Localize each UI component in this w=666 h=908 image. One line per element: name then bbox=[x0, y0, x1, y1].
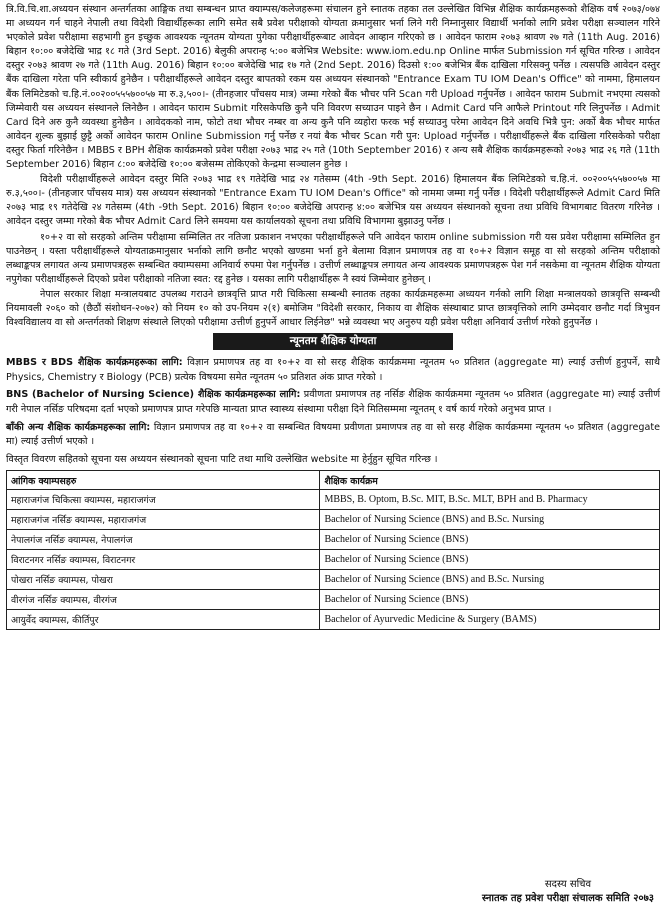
notice-paragraph-2: विदेशी परीक्षार्थीहरूले आवेदन दस्तुर मिति २०७३ भाद्र १९ गतेदेखि भाद्र २४ गतेसम्म (4th -9th Sept. 2016) हिमालयन बैंक लिमिटेडको च.हि.नं. ००२००५५५७००५७ मा रु.३,५००।- (तीनहजार पाँचसय मात्र) यस अध्ययन संस्थानको "Entrance Exam TU IOM Dean's Office" को नाममा जम्मा गर्नु पर्नेछ । विदेशी परीक्षार्थीहरूले Admit Card मिति २०७३ भाद्र १९ गतेदेखि २४ गतेसम्म (4th -9th Sept. 2016) बिहान १०:०० बजेदेखि अपरान्ह ४:०० बजेभित्र यस अध्ययन संस्थानको सूचना तथा प्रविधि विभागबाट वितरण गरिनेछ । आवेदन दस्तुर जम्मा गरेको बैक भौचर Admit Card लिने समयमा यस कार्यालयको सूचना तथा प्रविधि विभागमा बुझाउनु पर्नेछ । bbox=[6, 174, 660, 228]
table-row bbox=[7, 570, 660, 590]
program-cell: Bachelor of Nursing Science (BNS) bbox=[320, 530, 660, 550]
notice-paragraph-4: नेपाल सरकार शिक्षा मन्त्रालयबाट उपलब्ध गराउने छात्रवृत्ति प्राप्त गरी चिकित्सा सम्बन्धी स्नातक तहका कार्यक्रमहरूमा अध्ययन गर्नको लागि शिक्षा मन्त्रालयको छात्रवृत्ति सम्बन्धी नियमावली २०६० को (छैठौं संशोधन-२०७२) को नियम १० को उप-नियम २(१) बमोजिम "विदेशी सरकार, निकाय वा शैक्षिक संस्थाबाट प्राप्त छात्रवृत्तिको लागि उम्मेदवार छनौट गर्दा त्रिभुवन विश्वविद्यालय वा सो अन्तर्गतको शिक्षण संस्थाले लिएको परीक्षामा उत्तीर्ण हुनुपर्ने आधार लिईनेछ" भन्ने व्यवस्था भए अनुरुप यही प्रवेश परीक्षा अनिवार्य उत्तीर्ण गरेको हुनुपर्नेछ । bbox=[6, 288, 660, 329]
section-title-band: न्यूनतम शैक्षिक योग्यता bbox=[213, 333, 453, 350]
table-row bbox=[7, 510, 660, 530]
qualification-others bbox=[6, 421, 660, 450]
table-row bbox=[7, 550, 660, 570]
program-cell: Bachelor of Nursing Science (BNS) and B.Sc. Nursing bbox=[320, 570, 660, 590]
program-cell: Bachelor of Nursing Science (BNS) bbox=[320, 590, 660, 610]
closing-note: विस्तृत विवरण सहितको सूचना यस अध्ययन संस्थानको सूचना पाटि तथा माथि उल्लेखित website मा हेर्नुहुन सूचित गरिन्छ । bbox=[6, 453, 438, 465]
campus-cell: महाराजगंज नर्सिङ क्याम्पस, महाराजगंज bbox=[7, 510, 320, 530]
program-cell: Bachelor of Ayurvedic Medicine & Surgery (BAMS) bbox=[320, 610, 660, 630]
signature-title: सदस्य सचिव bbox=[544, 879, 592, 890]
program-cell: Bachelor of Nursing Science (BNS) bbox=[320, 550, 660, 570]
signature-committee: स्नातक तह प्रवेश परीक्षा संचालक समिति २०७३ bbox=[482, 893, 654, 904]
program-cell: MBBS, B. Optom, B.Sc. MIT, B.Sc. MLT, BPH and B. Pharmacy bbox=[320, 490, 660, 510]
table-row bbox=[7, 610, 660, 630]
qualification-bns-head: BNS (Bachelor of Nursing Science) शैक्षिक कार्यक्रमहरूका लागि: bbox=[6, 389, 301, 401]
qualification-mbbs-head: MBBS र BDS शैक्षिक कार्यक्रमहरूका लागि: bbox=[6, 357, 183, 369]
campus-cell: पोखरा नर्सिङ क्याम्पस, पोखरा bbox=[7, 570, 320, 590]
campus-cell: नेपालगंज नर्सिङ क्याम्पस, नेपालगंज bbox=[7, 530, 320, 550]
signature-block bbox=[482, 878, 654, 906]
qualification-mbbs bbox=[6, 356, 660, 385]
qualification-bns bbox=[6, 388, 660, 417]
table-header-row bbox=[7, 471, 660, 490]
program-cell: Bachelor of Nursing Science (BNS) and B.Sc. Nursing bbox=[320, 510, 660, 530]
qualification-others-text: विज्ञान प्रमाणपत्र तह वा १०+२ वा सम्बन्धित विषयमा प्रवीणता प्रमाणपत्र तह वा सो सरह शैक्षिक कार्यक्रममा न्यूनतम ५० प्रतिशत (aggregate मा) ल्याई उत्तीर्ण भएको । bbox=[6, 421, 660, 448]
campus-program-table bbox=[6, 470, 660, 630]
campus-cell: वीरगंज नर्सिङ क्याम्पस, वीरगंज bbox=[7, 590, 320, 610]
qualification-bns-text: प्रवीणता प्रमाणपत्र तह नर्सिङ शैक्षिक कार्यक्रममा न्यूनतम ५० प्रतिशत (aggregate मा) ल्याई उत्तीर्ण गरी नेपाल नर्सिङ परिषदमा दर्ता भएको प्रमाणपत्र प्राप्त गरेपछि मान्यता प्राप्त स्वास्थ्य संस्थामा परीक्षा दिने मितिसम्ममा न्यूनतम् १ वर्ष कार्य गरेको अनुभव प्राप्त । bbox=[6, 389, 660, 415]
qualification-others-head: बाँकी अन्य शैक्षिक कार्यक्रमहरूका लागि: bbox=[6, 421, 151, 433]
campus-cell: विराटनगर नर्सिङ क्याम्पस, विराटनगर bbox=[7, 550, 320, 570]
qualification-mbbs-text: विज्ञान प्रमाणपत्र तह वा १०+२ वा सो सरह शैक्षिक कार्यक्रममा न्यूनतम ५० प्रतिशत (aggregate मा) ल्याई उत्तीर्ण हुनुपर्ने, साथै Physics, Chemistry र Biology (PCB) प्रत्येक विषयमा समेत न्यूनतम ५० प्रतिशत अंक प्राप्त गरेको । bbox=[6, 357, 660, 383]
notice-paragraph-3: १०+२ वा सो सरहको अन्तिम परीक्षामा सम्मिलित तर नतिजा प्रकाशन नभएका परीक्षार्थीहरूले पनि आवेदन फाराम online submission गरी यस प्रवेश परीक्षामा सम्मिलित हुन पाउनेछन् । यस्ता परीक्षार्थीहरूले योग्यताक्रमानुसार भर्नाको लागि छनौट भएको खण्डमा भर्ना हुने बेलामा विज्ञान प्रमाणपत्र तह वा १०+२ विज्ञान समूह वा सो सरहको अन्तिम परीक्षाको लब्धाङ्कपत्र लगायत अन्य प्रमाणपत्रहरू सम्बन्धित क्याम्पसमा अनिवार्य रुपमा पेश गर्नुपर्नेछ । उत्तीर्ण लब्धाङ्कपत्र लगायत अन्य आवश्यक प्रमाणपत्रहरू पेश गर्न नसकेमा वा न्यूनतम शैक्षिक योग्यता नपुगेका परीक्षार्थीहरूले दिएको प्रवेश परीक्षाको नतिजा स्वत: रद्द हुनेछ । यसका लागि परीक्षार्थीहरू नै स्वयं जिम्मेवार हुनेछन् । bbox=[6, 231, 660, 285]
campus-cell: महाराजगंज चिकित्सा क्याम्पस, महाराजगंज bbox=[7, 490, 320, 510]
table-row bbox=[7, 530, 660, 550]
table-row bbox=[7, 490, 660, 510]
notice-paragraph-1: त्रि.वि.चि.शा.अध्ययन संस्थान अन्तर्गतका आङ्गिक तथा सम्बन्धन प्राप्त क्याम्पस/कलेजहरूमा संचालन हुने स्नातक तहका तल उल्लेखित विभिन्न शैक्षिक कार्यक्रमहरूको शैक्षिक वर्ष २०७३/०७४ मा अध्ययन गर्न चाहने नेपाली तथा विदेशी विद्यार्थीहरूका लागि समेत सबै प्रवेश परीक्षाको योग्यता क्रमानुसार भर्ना लिने गरी निम्नानुसार विद्यार्थी भर्नाको लागि प्रवेश परीक्षा सञ्चालन गरिने भएकोले प्रवेश परीक्षामा सहभागी हुन इच्छुक आवश्यक न्यूनतम योग्यता पुगेका परीक्षार्थीहरूबाट आवेदन आव्हान गरिएको छ । आवेदन फाराम २०७३ श्रावण २७ गते (11th Aug. 2016) बिहान १०:०० बजेदेखि भाद्र १८ गते (3rd Sept. 2016) बेलुकी अपरान्ह ५:०० बजेभित्र Website: www.iom.edu.np Online मार्फत Submission गर्न सूचित गरिन्छ । आवेदन दस्तुर २०७३ श्रावण २७ गते (11th Aug. 2016) बिहान १०:०० बजेदेखि भाद्र १७ गते (2nd Sept. 2016) दिउसो १:०० बजेभित्र बैंक दाखिला गरिसक्नु पर्नेछ । त्यसपछि आवेदन दस्तुर बैंक दाखिला गरेता पनि स्वीकार्य हुनेछैन । परीक्षार्थीहरूले आवेदन दस्तुर बापतको रकम यस अध्ययन संस्थानको "Entrance Exam TU IOM Dean's Office" को नाममा, हिमालयन बैंक लिमिटेडको च.हि.नं.००२००५५५७००५७ मा रु.३,५००।- (तीनहजार पाँचसय मात्र) जम्मा गरेको बैंक भौचर पनि Scan गरी Upload गर्नुपर्नेछ । आवेदन फाराम Submit नभएमा त्यसको जिम्मेवारी यस अध्ययन संस्थानले लिनेछैन । आवेदन फाराम Submit गरिसकेपछि कुनै पनि विवरण सच्याउन पाइने छैन । Admit Card पनि आफैले Printout गरि लिनुपर्नेछ । Admit Card दिने अरु कुनै व्यवस्था हुनेछैन । आवेदकको नाम, फोटो तथा भौचर नम्बर वा अन्य कुनै पनि व्यहोरा फरक भई सच्याउनु परेमा आवेदन दिने अवधि भित्रै पुन: अर्को बैक भौचर मार्फत आवेदन शुल्क बुझाई छुट्टै अर्को आवेदन फाराम Online Submission गर्नु पर्नेछ र नयां बैक भौचर Scan गरी पुन: Upload गर्नुपर्नेछ । परीक्षार्थीहरूले बैंक दाखिला गरिसकेको परीक्षा दस्तुर फिर्ता गरिनेछैन । MBBS र BPH शैक्षिक कार्यक्रमको प्रवेश परीक्षा २०७३ भाद्र २५ गते (10th September 2016) र अन्य सबै शैक्षिक कार्यक्रमहरूको २०७३ भाद्र २६ गते (11th September 2016) बिहान ८:०० बजेदेखि १०:०० बजेसम्म तोकिएको केन्द्रमा सञ्चालन हुनेछ । bbox=[6, 4, 660, 171]
table-header-campus: आंगिक क्याम्पसहरु bbox=[7, 471, 320, 490]
table-row bbox=[7, 590, 660, 610]
campus-cell: आयुर्वेद क्याम्पस, कीर्तिपुर bbox=[7, 610, 320, 630]
table-header-program: शैक्षिक कार्यक्रम bbox=[320, 471, 660, 490]
